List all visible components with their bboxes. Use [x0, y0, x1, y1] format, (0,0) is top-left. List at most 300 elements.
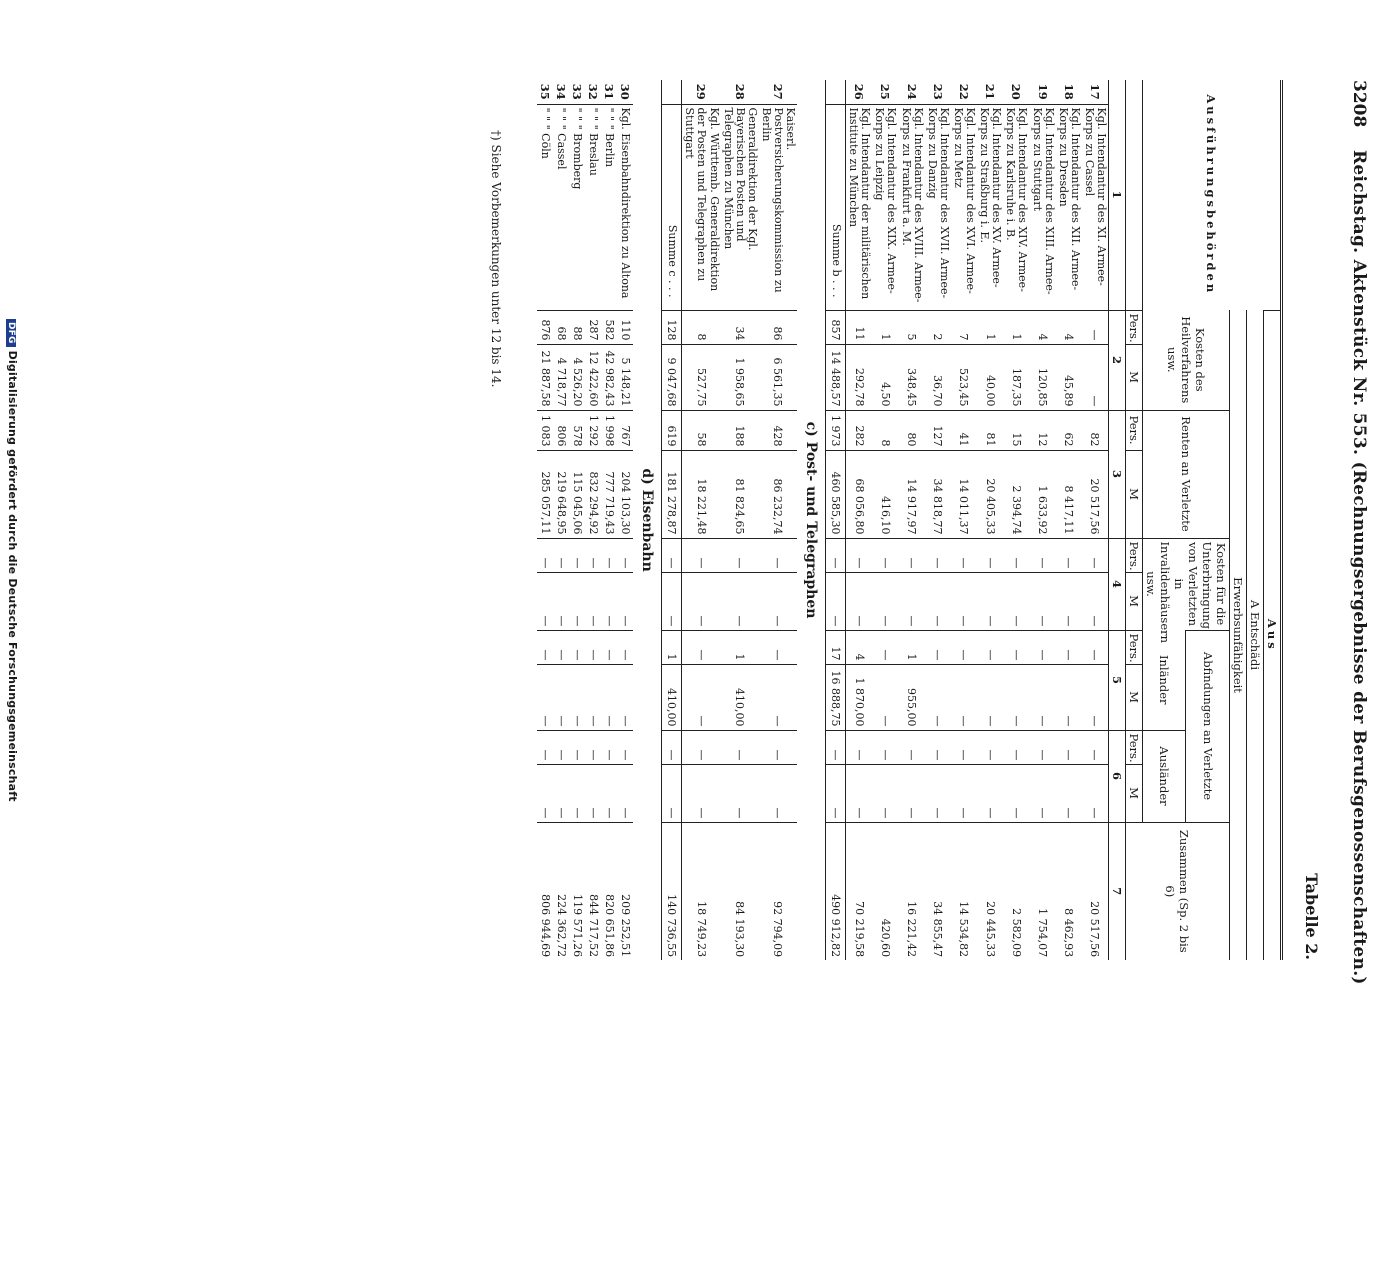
value-cell: 16 221,42 — [899, 822, 925, 960]
group-heading: Erwerbsunfähigkeit — [1230, 310, 1247, 960]
value-cell: 80 — [899, 410, 925, 450]
value-cell: 18 221,48 — [682, 450, 721, 538]
value-cell: 767 — [617, 410, 633, 450]
value-cell: 4 718,77 — [553, 344, 569, 410]
value-cell: — — [601, 664, 617, 730]
unit-pers: Pers. — [1126, 410, 1143, 450]
row-number: 23 — [930, 83, 945, 100]
value-cell: 410,00 — [721, 664, 759, 730]
col4-header: Kosten für die Unterbringung von Verletzten in Invalidenhäusern usw. — [1143, 538, 1230, 630]
value-cell: — — [601, 572, 617, 630]
value-cell: 420,60 — [872, 822, 898, 960]
value-cell: — — [925, 572, 951, 630]
value-cell: 428 — [759, 410, 797, 450]
value-cell: — — [846, 572, 873, 630]
value-cell: — — [977, 630, 1003, 664]
value-cell: 127 — [925, 410, 951, 450]
value-cell: — — [872, 664, 898, 730]
unit-mark: M — [1126, 450, 1143, 538]
row-number: 32 — [586, 83, 601, 100]
value-cell: 1 — [899, 630, 925, 664]
col2-header: Kosten des Heilverfahrens usw. — [1143, 310, 1230, 410]
value-cell: — — [1056, 572, 1082, 630]
authority-name: Kgl. Intendantur des XV. Armee-Korps zu Straßburg i. E. — [977, 104, 1003, 310]
authority-name: " " " Cassel — [553, 104, 569, 310]
value-cell: — — [601, 764, 617, 822]
value-cell: — — [585, 664, 601, 730]
value-cell: — — [553, 730, 569, 764]
authority-name: Kgl. Intendantur des XIX. Armee-Korps zu Leipzig — [872, 104, 898, 310]
value-cell: 41 — [951, 410, 977, 450]
scanned-page — [233, 80, 1373, 985]
table-row — [585, 80, 601, 960]
value-cell: — — [899, 572, 925, 630]
value-cell: — — [569, 572, 585, 630]
value-cell: 6 561,35 — [759, 344, 797, 410]
colnum: 5 — [1109, 630, 1126, 730]
value-cell: — — [1003, 630, 1029, 664]
value-cell: — — [925, 664, 951, 730]
value-cell: — — [899, 730, 925, 764]
value-cell: — — [1082, 310, 1109, 344]
value-cell: 14 917,97 — [899, 450, 925, 538]
unit-pers: Pers. — [1126, 538, 1143, 572]
value-cell: — — [537, 572, 553, 630]
row-number: 18 — [1061, 83, 1076, 100]
value-cell: 2 — [925, 310, 951, 344]
value-cell: — — [1029, 664, 1055, 730]
value-cell: 62 — [1056, 410, 1082, 450]
sum-value: 1 973 — [826, 410, 846, 450]
sum-value: 1 — [662, 630, 682, 664]
value-cell: — — [925, 538, 951, 572]
value-cell: 84 193,30 — [721, 822, 759, 960]
value-cell: — — [537, 630, 553, 664]
sum-value: — — [826, 730, 846, 764]
value-cell: 1 998 — [601, 410, 617, 450]
value-cell: — — [537, 664, 553, 730]
authority-name: Kgl. Intendantur des XI. Armee-Korps zu Cassel — [1082, 104, 1109, 310]
value-cell: — — [951, 730, 977, 764]
authority-name: " " " Berlin — [601, 104, 617, 310]
value-cell: 115 045,06 — [569, 450, 585, 538]
value-cell: — — [682, 630, 721, 664]
value-cell: 4 — [846, 630, 873, 664]
value-cell: 42 982,43 — [601, 344, 617, 410]
value-cell: — — [977, 664, 1003, 730]
value-cell: 92 794,09 — [759, 822, 797, 960]
value-cell: — — [1029, 538, 1055, 572]
sum-row — [826, 80, 846, 960]
value-cell: — — [553, 764, 569, 822]
value-cell: 1 633,92 — [1029, 450, 1055, 538]
sum-value: 857 — [826, 310, 846, 344]
value-cell: — — [1082, 730, 1109, 764]
value-cell: 1 — [872, 310, 898, 344]
sum-value: — — [662, 730, 682, 764]
value-cell: — — [1056, 538, 1082, 572]
value-cell: — — [759, 730, 797, 764]
colnum: 6 — [1109, 730, 1126, 822]
value-cell: 416,10 — [872, 450, 898, 538]
value-cell: 292,78 — [846, 344, 873, 410]
authority-name: Generaldirektion der Kgl. Bayerischen Posten und Telegraphen zu München — [721, 104, 759, 310]
value-cell: 188 — [721, 410, 759, 450]
value-cell: — — [569, 538, 585, 572]
row-number: 35 — [538, 83, 553, 100]
value-cell: 285 057,11 — [537, 450, 553, 538]
value-cell: — — [899, 538, 925, 572]
value-cell: 34 818,77 — [925, 450, 951, 538]
value-cell: 45,89 — [1056, 344, 1082, 410]
value-cell: — — [617, 730, 633, 764]
value-cell: 1 — [721, 630, 759, 664]
value-cell: — — [721, 538, 759, 572]
sum-value: 16 888,75 — [826, 664, 846, 730]
value-cell: 4,50 — [872, 344, 898, 410]
col7-header: Zusammen (Sp. 2 bis 6) — [1126, 822, 1230, 960]
sum-value: — — [662, 572, 682, 630]
value-cell: 777 719,43 — [601, 450, 617, 538]
value-cell: 204 103,30 — [617, 450, 633, 538]
section-heading: c) Post- und Telegraphen — [803, 421, 820, 619]
value-cell: — — [899, 764, 925, 822]
value-cell: 20 405,33 — [977, 450, 1003, 538]
table-row — [1056, 80, 1082, 960]
value-cell: — — [977, 730, 1003, 764]
colnum: 2 — [1109, 310, 1126, 410]
value-cell: — — [951, 572, 977, 630]
value-cell: 348,45 — [899, 344, 925, 410]
value-cell: — — [759, 630, 797, 664]
value-cell: — — [721, 572, 759, 630]
value-cell: 15 — [1003, 410, 1029, 450]
value-cell: 7 — [951, 310, 977, 344]
table-row — [977, 80, 1003, 960]
table-row — [1029, 80, 1055, 960]
colnum: 4 — [1109, 538, 1126, 630]
value-cell: — — [569, 764, 585, 822]
row-number: 21 — [983, 83, 998, 100]
sum-value: 9 047,68 — [662, 344, 682, 410]
value-cell: — — [951, 764, 977, 822]
value-cell: 209 252,51 — [617, 822, 633, 960]
row-number: 22 — [956, 83, 971, 100]
row-number: 17 — [1087, 83, 1102, 100]
sum-value: 181 278,87 — [662, 450, 682, 538]
value-cell: 955,00 — [899, 664, 925, 730]
running-title: Reichstag. Aktenstück Nr. 553. (Rechnungsergebnisse der Berufsgenossenschaften.) — [1349, 150, 1369, 985]
value-cell: — — [925, 630, 951, 664]
value-cell: — — [872, 764, 898, 822]
value-cell: 12 422,60 — [585, 344, 601, 410]
value-cell: 1 958,65 — [721, 344, 759, 410]
row-number: 26 — [852, 83, 867, 100]
value-cell: 832 294,92 — [585, 450, 601, 538]
value-cell: 1 — [977, 310, 1003, 344]
value-cell: 1 — [1003, 310, 1029, 344]
value-cell: — — [1082, 538, 1109, 572]
value-cell: — — [1082, 630, 1109, 664]
value-cell: — — [977, 764, 1003, 822]
table-row — [925, 80, 951, 960]
value-cell: — — [1003, 764, 1029, 822]
sum-value: — — [826, 764, 846, 822]
table-row — [569, 80, 585, 960]
value-cell: — — [872, 538, 898, 572]
dfg-logo-badge: DFG — [6, 319, 16, 347]
sub-heading: A Entschädi — [1247, 310, 1264, 960]
value-cell: — — [569, 664, 585, 730]
value-cell: 287 — [585, 310, 601, 344]
digitization-credit — [1, 319, 19, 1279]
authority-name: Kgl. Intendantur des XIII. Armee-Korps zu Stuttgart — [1029, 104, 1055, 310]
unit-mark: M — [1126, 664, 1143, 730]
value-cell: — — [759, 538, 797, 572]
value-cell: — — [925, 730, 951, 764]
value-cell: — — [759, 572, 797, 630]
value-cell: — — [759, 664, 797, 730]
unit-mark: M — [1126, 344, 1143, 410]
value-cell: — — [1056, 630, 1082, 664]
sum-value: — — [662, 538, 682, 572]
value-cell: 1 083 — [537, 410, 553, 450]
table-row — [1003, 80, 1029, 960]
value-cell: 523,45 — [951, 344, 977, 410]
page-number: 3208 — [1349, 80, 1369, 128]
value-cell: 806 — [553, 410, 569, 450]
value-cell: 8 462,93 — [1056, 822, 1082, 960]
value-cell: — — [977, 538, 1003, 572]
table-row — [1082, 80, 1109, 960]
authority-name: Kgl. Eisenbahndirektion zu Altona — [617, 104, 633, 310]
colnum: 1 — [1109, 80, 1126, 310]
sum-label: Summe b . . . — [826, 104, 846, 310]
value-cell: — — [682, 572, 721, 630]
value-cell: — — [553, 538, 569, 572]
table-row — [553, 80, 569, 960]
value-cell: — — [537, 764, 553, 822]
value-cell: 18 749,23 — [682, 822, 721, 960]
value-cell: — — [553, 572, 569, 630]
row-number: 25 — [878, 83, 893, 100]
value-cell: 4 — [1029, 310, 1055, 344]
authority-name: Kgl. Intendantur des XVIII. Armee-Korps zu Frankfurt a. M. — [899, 104, 925, 310]
value-cell: 5 148,21 — [617, 344, 633, 410]
sum-row — [662, 80, 682, 960]
value-cell: — — [617, 538, 633, 572]
row-number: 30 — [618, 83, 633, 100]
value-cell: — — [1029, 572, 1055, 630]
value-cell: 876 — [537, 310, 553, 344]
value-cell: — — [617, 572, 633, 630]
value-cell: — — [682, 538, 721, 572]
unit-mark: M — [1126, 764, 1143, 822]
value-cell: — — [569, 630, 585, 664]
col5-header: Inländer — [1143, 630, 1187, 730]
value-cell: — — [1003, 730, 1029, 764]
value-cell: 36,70 — [925, 344, 951, 410]
value-cell: 527,75 — [682, 344, 721, 410]
value-cell: — — [682, 730, 721, 764]
sum-value: — — [826, 572, 846, 630]
value-cell: — — [951, 630, 977, 664]
row-number: 24 — [904, 83, 919, 100]
value-cell: — — [601, 730, 617, 764]
authority-name: Kgl. Intendantur des XIV. Armee-Korps zu Karlsruhe i. B. — [1003, 104, 1029, 310]
value-cell: 282 — [846, 410, 873, 450]
table-row — [682, 80, 721, 960]
sum-label: Summe c . . . — [662, 104, 682, 310]
row-number: 27 — [770, 83, 785, 100]
value-cell: — — [846, 764, 873, 822]
authority-name: Kgl. Württemb. Generaldirektion der Posten und Telegraphen zu Stuttgart — [682, 104, 721, 310]
value-cell: 5 — [899, 310, 925, 344]
value-cell: — — [569, 730, 585, 764]
value-cell: — — [585, 730, 601, 764]
sum-value: 14 488,57 — [826, 344, 846, 410]
row-number: 29 — [694, 83, 709, 100]
sum-value: — — [826, 538, 846, 572]
value-cell: 58 — [682, 410, 721, 450]
value-cell: — — [1029, 764, 1055, 822]
page-header — [1345, 80, 1369, 985]
value-cell: 86 — [759, 310, 797, 344]
table-row — [721, 80, 759, 960]
value-cell: 82 — [1082, 410, 1109, 450]
row-number: 33 — [570, 83, 585, 100]
section-heading: d) Eisenbahn — [639, 468, 656, 572]
value-cell: — — [925, 764, 951, 822]
value-cell: — — [1056, 664, 1082, 730]
value-cell: 34 855,47 — [925, 822, 951, 960]
value-cell: — — [537, 730, 553, 764]
value-cell: 14 011,37 — [951, 450, 977, 538]
sum-value: — — [662, 764, 682, 822]
footnote: †) Siehe Vorbemerkungen unter 12 bis 14. — [489, 130, 503, 388]
row-number: 20 — [1009, 83, 1024, 100]
value-cell: — — [1003, 572, 1029, 630]
value-cell: — — [759, 764, 797, 822]
table-row — [759, 80, 797, 960]
value-cell: — — [617, 764, 633, 822]
value-cell: 578 — [569, 410, 585, 450]
value-cell: 20 445,33 — [977, 822, 1003, 960]
sum-value: 619 — [662, 410, 682, 450]
col56-group-header: Abfindungen an Verletzte — [1186, 630, 1230, 822]
value-cell: 68 056,80 — [846, 450, 873, 538]
unit-mark: M — [1126, 572, 1143, 630]
table-row — [537, 80, 553, 960]
value-cell: 8 — [872, 410, 898, 450]
value-cell: 12 — [1029, 410, 1055, 450]
value-cell: — — [1082, 664, 1109, 730]
value-cell: — — [585, 764, 601, 822]
authority-name: Kgl. Intendantur des XVI. Armee-Korps zu Metz — [951, 104, 977, 310]
value-cell: — — [553, 664, 569, 730]
value-cell: 844 717,52 — [585, 822, 601, 960]
value-cell: 582 — [601, 310, 617, 344]
value-cell: 1 292 — [585, 410, 601, 450]
value-cell: 806 944,69 — [537, 822, 553, 960]
row-number: 28 — [732, 83, 747, 100]
authority-name: Kgl. Intendantur des XII. Armee-Korps zu Dresden — [1056, 104, 1082, 310]
sum-value: 410,00 — [662, 664, 682, 730]
value-cell: — — [846, 730, 873, 764]
value-cell: 14 534,82 — [951, 822, 977, 960]
unit-pers: Pers. — [1126, 630, 1143, 664]
value-cell: — — [1029, 630, 1055, 664]
value-cell: 4 — [1056, 310, 1082, 344]
sum-value: 17 — [826, 630, 846, 664]
table-row — [601, 80, 617, 960]
value-cell: 70 219,58 — [846, 822, 873, 960]
value-cell: 68 — [553, 310, 569, 344]
table-row — [617, 80, 633, 960]
value-cell: — — [977, 572, 1003, 630]
top-heading: Aus — [1264, 310, 1282, 960]
table-row — [846, 80, 873, 960]
value-cell: — — [1003, 664, 1029, 730]
row-number: 34 — [554, 83, 569, 100]
value-cell: 20 517,56 — [1082, 450, 1109, 538]
value-cell: 120,85 — [1029, 344, 1055, 410]
value-cell: — — [585, 630, 601, 664]
value-cell: 187,35 — [1003, 344, 1029, 410]
value-cell: 119 571,26 — [569, 822, 585, 960]
value-cell: 1 754,07 — [1029, 822, 1055, 960]
table-row — [899, 80, 925, 960]
value-cell: — — [617, 664, 633, 730]
table-label: Tabelle 2. — [1302, 873, 1321, 960]
authority-name: Kaiserl. Postversicherungskommission zu Berlin — [759, 104, 797, 310]
colnum: 3 — [1109, 410, 1126, 538]
value-cell: 8 417,11 — [1056, 450, 1082, 538]
value-cell: — — [601, 538, 617, 572]
value-cell: — — [872, 572, 898, 630]
value-cell: — — [682, 764, 721, 822]
value-cell: — — [1029, 730, 1055, 764]
value-cell: — — [553, 630, 569, 664]
value-cell: 81 824,65 — [721, 450, 759, 538]
value-cell: — — [682, 664, 721, 730]
value-cell: 88 — [569, 310, 585, 344]
table-body — [537, 80, 1108, 960]
authority-name: " " " Bromberg — [569, 104, 585, 310]
authority-name: " " " Breslau — [585, 104, 601, 310]
value-cell: — — [601, 630, 617, 664]
value-cell: 1 870,00 — [846, 664, 873, 730]
value-cell: — — [846, 538, 873, 572]
col3-header: Renten an Verletzte — [1143, 410, 1230, 538]
table-row — [951, 80, 977, 960]
value-cell: 219 648,95 — [553, 450, 569, 538]
value-cell: 81 — [977, 410, 1003, 450]
sum-value: 140 736,55 — [662, 822, 682, 960]
value-cell: — — [617, 630, 633, 664]
authority-name: Kgl. Intendantur der militärischen Institute zu München — [846, 104, 873, 310]
value-cell: 86 232,74 — [759, 450, 797, 538]
value-cell: — — [1082, 344, 1109, 410]
value-cell: — — [721, 764, 759, 822]
statistics-table — [537, 80, 1283, 960]
value-cell: — — [1056, 730, 1082, 764]
value-cell: — — [585, 572, 601, 630]
sum-value: 490 912,82 — [826, 822, 846, 960]
sum-value: 128 — [662, 310, 682, 344]
value-cell: 4 526,20 — [569, 344, 585, 410]
value-cell: — — [1082, 764, 1109, 822]
